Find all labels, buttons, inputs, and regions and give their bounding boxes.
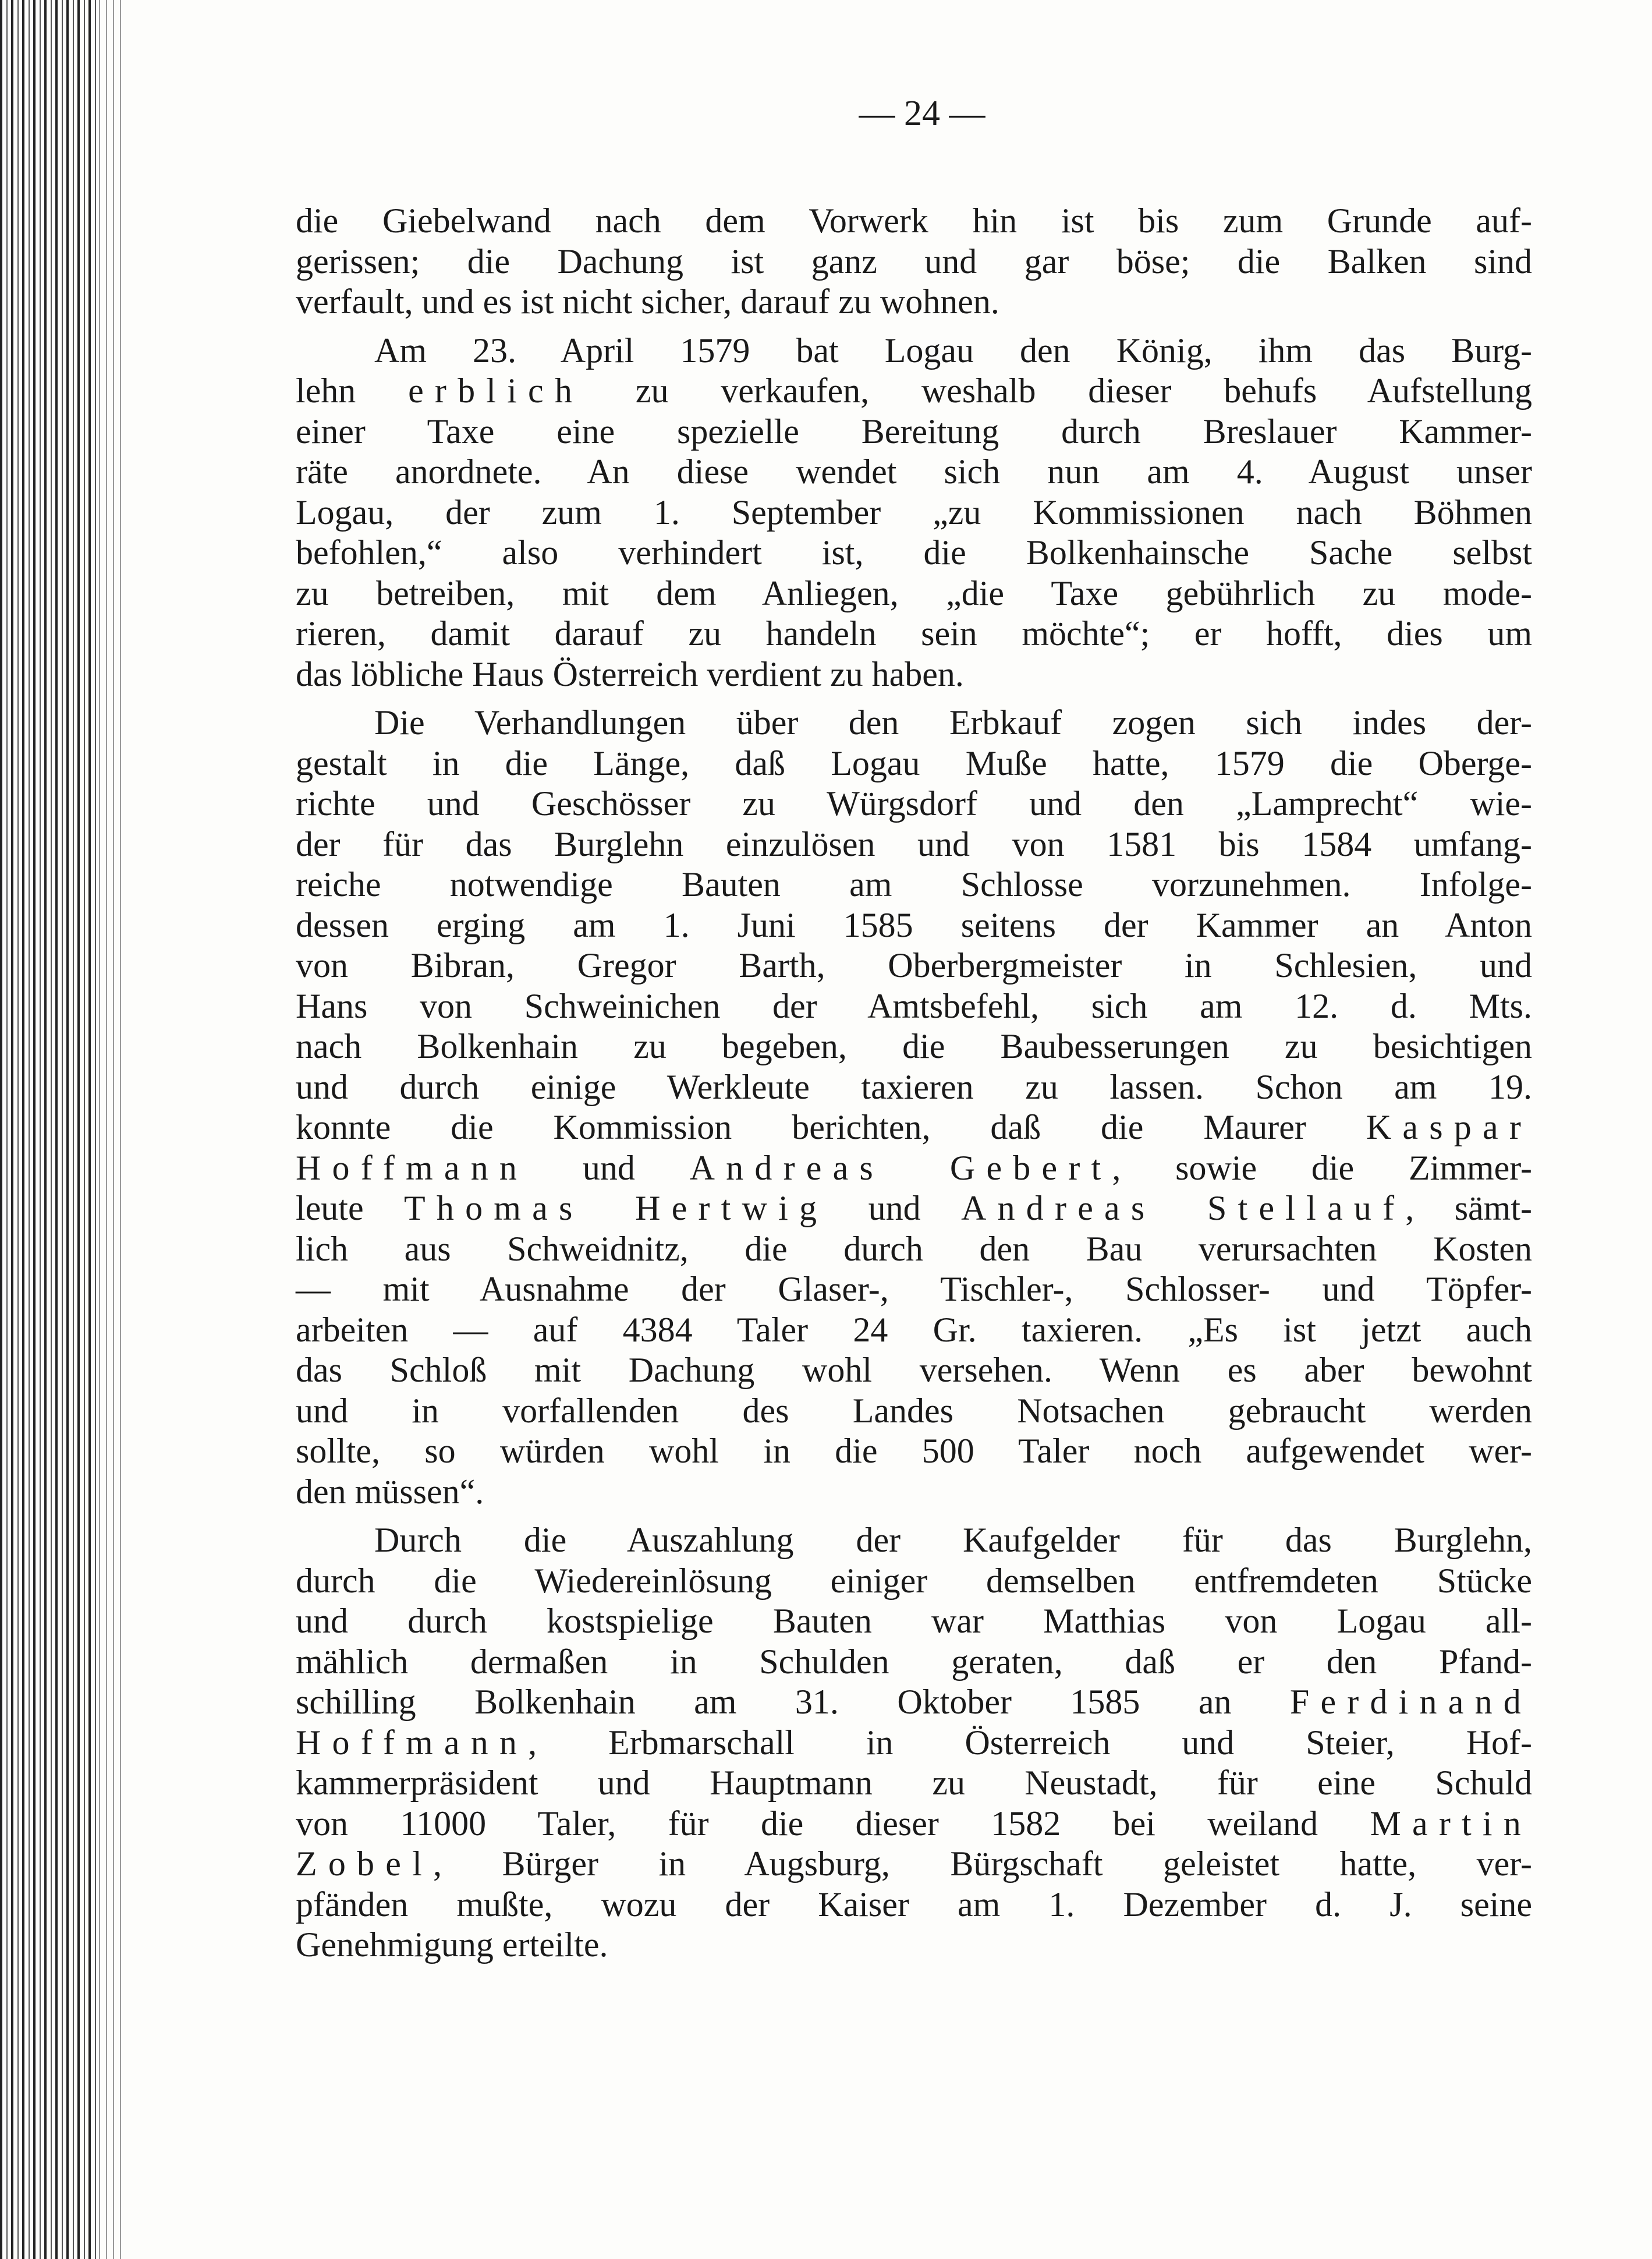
spaced-name: Zobel — [296, 1844, 433, 1883]
text-line — [296, 201, 1532, 242]
text-line — [296, 1067, 1532, 1108]
text-line — [296, 1723, 1532, 1764]
text-segment: zu betreiben, mit dem Anliegen, „die Taxe gebührlich zu mode- — [296, 573, 1532, 612]
text-segment: durch die Wiedereinlösung einiger demselben entfremdeten Stücke — [296, 1561, 1532, 1600]
text-segment: von 11000 Taler, für die dieser 1582 bei weiland — [296, 1804, 1370, 1843]
text-segment: lich aus Schweidnitz, die durch den Bau verursachten Kosten — [296, 1229, 1532, 1268]
body-text — [296, 201, 1532, 1974]
text-segment: einer Taxe eine spezielle Bereitung durch Breslauer Kammer- — [296, 412, 1532, 451]
text-segment: lehn — [296, 371, 409, 410]
paragraph — [296, 1520, 1532, 1966]
text-segment: und — [828, 1189, 962, 1227]
text-line — [296, 371, 1532, 412]
text-segment: leute — [296, 1189, 405, 1227]
text-line — [296, 242, 1532, 282]
text-segment: , Erbmarschall in Österreich und Steier, Hof- — [528, 1723, 1532, 1762]
text-segment: und durch einige Werkleute taxieren zu lassen. Schon am 19. — [296, 1067, 1532, 1106]
text-segment: , sowie die Zimmer- — [1112, 1148, 1532, 1187]
text-segment: die Giebelwand nach dem Vorwerk hin ist bis zum Grunde auf- — [296, 201, 1532, 240]
text-segment: dessen erging am 1. Juni 1585 seitens der Kammer an Anton — [296, 905, 1532, 944]
text-line — [296, 1804, 1532, 1844]
text-segment: den müssen“. — [296, 1472, 484, 1511]
text-segment: kammerpräsident und Hauptmann zu Neustadt, für eine Schuld — [296, 1764, 1532, 1802]
text-segment: pfänden mußte, wozu der Kaiser am 1. Dezember d. J. seine — [296, 1885, 1532, 1924]
spaced-name: Kaspar — [1366, 1108, 1532, 1146]
text-segment: — mit Ausnahme der Glaser-, Tischler-, Schlosser- und Töpfer- — [296, 1270, 1532, 1308]
text-segment: sollte, so würden wohl in die 500 Taler noch aufgewendet wer- — [296, 1432, 1532, 1470]
page-number: — 24 — — [859, 94, 985, 133]
text-line — [296, 493, 1532, 533]
text-line — [296, 1431, 1532, 1472]
text-line — [296, 1148, 1532, 1189]
spaced-name: Andreas Gebert — [689, 1148, 1112, 1187]
text-line — [296, 331, 1532, 371]
text-line — [296, 905, 1532, 946]
text-line — [296, 1763, 1532, 1804]
text-line — [296, 533, 1532, 573]
text-line — [296, 1350, 1532, 1391]
text-line — [296, 1472, 1532, 1513]
text-line — [296, 452, 1532, 493]
text-segment: schilling Bolkenhain am 31. Oktober 1585 an — [296, 1683, 1290, 1721]
text-segment: richte und Geschösser zu Würgsdorf und den „Lamprecht“ wie- — [296, 784, 1532, 823]
text-line — [296, 1561, 1532, 1602]
text-segment: Logau, der zum 1. September „zu Kommissionen nach Böhmen — [296, 493, 1532, 532]
spaced-name: Andreas Stellauf — [961, 1189, 1406, 1227]
text-segment: Die Verhandlungen über den Erbkauf zogen sich indes der- — [374, 703, 1532, 742]
text-line — [296, 1925, 1532, 1966]
paragraph — [296, 201, 1532, 323]
text-segment: das löbliche Haus Österreich verdient zu haben. — [296, 654, 964, 693]
text-segment: gerissen; die Dachung ist ganz und gar böse; die Balken sind — [296, 242, 1532, 281]
text-segment: rieren, damit darauf zu handeln sein möchte“; er hofft, dies um — [296, 614, 1532, 653]
text-segment: befohlen,“ also verhindert ist, die Bolkenhainsche Sache selbst — [296, 533, 1532, 572]
spaced-name: erblich — [408, 371, 584, 410]
text-segment: , Bürger in Augsburg, Bürgschaft geleistet hatte, ver- — [433, 1844, 1532, 1883]
spaced-name: Thomas Hertwig — [404, 1189, 828, 1227]
text-line — [296, 986, 1532, 1027]
text-line — [296, 946, 1532, 986]
text-segment: räte anordnete. An diese wendet sich nun am 4. August unser — [296, 452, 1532, 491]
text-line — [296, 1107, 1532, 1148]
text-line — [296, 1601, 1532, 1642]
text-line — [296, 1844, 1532, 1885]
text-line — [296, 1310, 1532, 1351]
text-segment: Genehmigung erteilte. — [296, 1925, 608, 1964]
text-segment: zu verkaufen, weshalb dieser behufs Aufstellung — [583, 371, 1532, 410]
text-line — [296, 282, 1532, 323]
text-line — [296, 1188, 1532, 1229]
text-line — [296, 703, 1532, 743]
text-line — [296, 865, 1532, 905]
text-line — [296, 1269, 1532, 1310]
text-segment: konnte die Kommission berichten, daß die Maurer — [296, 1108, 1366, 1146]
paragraph — [296, 331, 1532, 695]
text-line — [296, 743, 1532, 784]
text-line — [296, 1229, 1532, 1270]
spaced-name: Hoffmann — [296, 1148, 529, 1187]
text-segment: der für das Burglehn einzulösen und von 1581 bis 1584 umfang- — [296, 824, 1532, 863]
text-segment: Durch die Auszahlung der Kaufgelder für das Burglehn, — [374, 1521, 1532, 1559]
text-line — [296, 784, 1532, 824]
text-line — [296, 824, 1532, 865]
spaced-name: Martin — [1370, 1804, 1532, 1843]
text-segment: gestalt in die Länge, daß Logau Muße hatte, 1579 die Oberge- — [296, 743, 1532, 782]
text-line — [296, 1520, 1532, 1561]
text-line — [296, 1642, 1532, 1683]
paragraph — [296, 703, 1532, 1512]
text-segment: arbeiten — auf 4384 Taler 24 Gr. taxieren. „Es ist jetzt auch — [296, 1310, 1532, 1349]
text-line — [296, 412, 1532, 452]
text-line — [296, 654, 1532, 695]
text-segment: Am 23. April 1579 bat Logau den König, ihm das Burg- — [374, 331, 1532, 370]
text-segment: Hans von Schweinichen der Amtsbefehl, sich am 12. d. Mts. — [296, 986, 1532, 1025]
text-segment: das Schloß mit Dachung wohl versehen. Wenn es aber bewohnt — [296, 1351, 1532, 1389]
text-segment: und — [528, 1148, 690, 1187]
text-line — [296, 1682, 1532, 1723]
text-line — [296, 614, 1532, 654]
text-segment: mählich dermaßen in Schulden geraten, daß er den Pfand- — [296, 1642, 1532, 1681]
text-line — [296, 573, 1532, 614]
book-binding-shadow — [99, 0, 125, 2259]
text-segment: und in vorfallenden des Landes Notsachen gebraucht werden — [296, 1391, 1532, 1430]
spaced-name: Hoffmann — [296, 1723, 529, 1762]
text-segment: verfault, und es ist nicht sicher, darauf zu wohnen. — [296, 282, 999, 321]
text-line — [296, 1026, 1532, 1067]
text-segment: , sämt- — [1405, 1189, 1533, 1227]
text-line — [296, 1391, 1532, 1432]
text-segment: nach Bolkenhain zu begeben, die Baubesserungen zu besichtigen — [296, 1027, 1532, 1065]
spaced-name: Ferdinand — [1289, 1683, 1532, 1721]
book-binding-edge — [0, 0, 99, 2259]
text-segment: und durch kostspielige Bauten war Matthias von Logau all- — [296, 1602, 1532, 1640]
text-segment: reiche notwendige Bauten am Schlosse vorzunehmen. Infolge- — [296, 865, 1532, 904]
text-segment: von Bibran, Gregor Barth, Oberbergmeister in Schlesien, und — [296, 946, 1532, 985]
text-line — [296, 1885, 1532, 1925]
